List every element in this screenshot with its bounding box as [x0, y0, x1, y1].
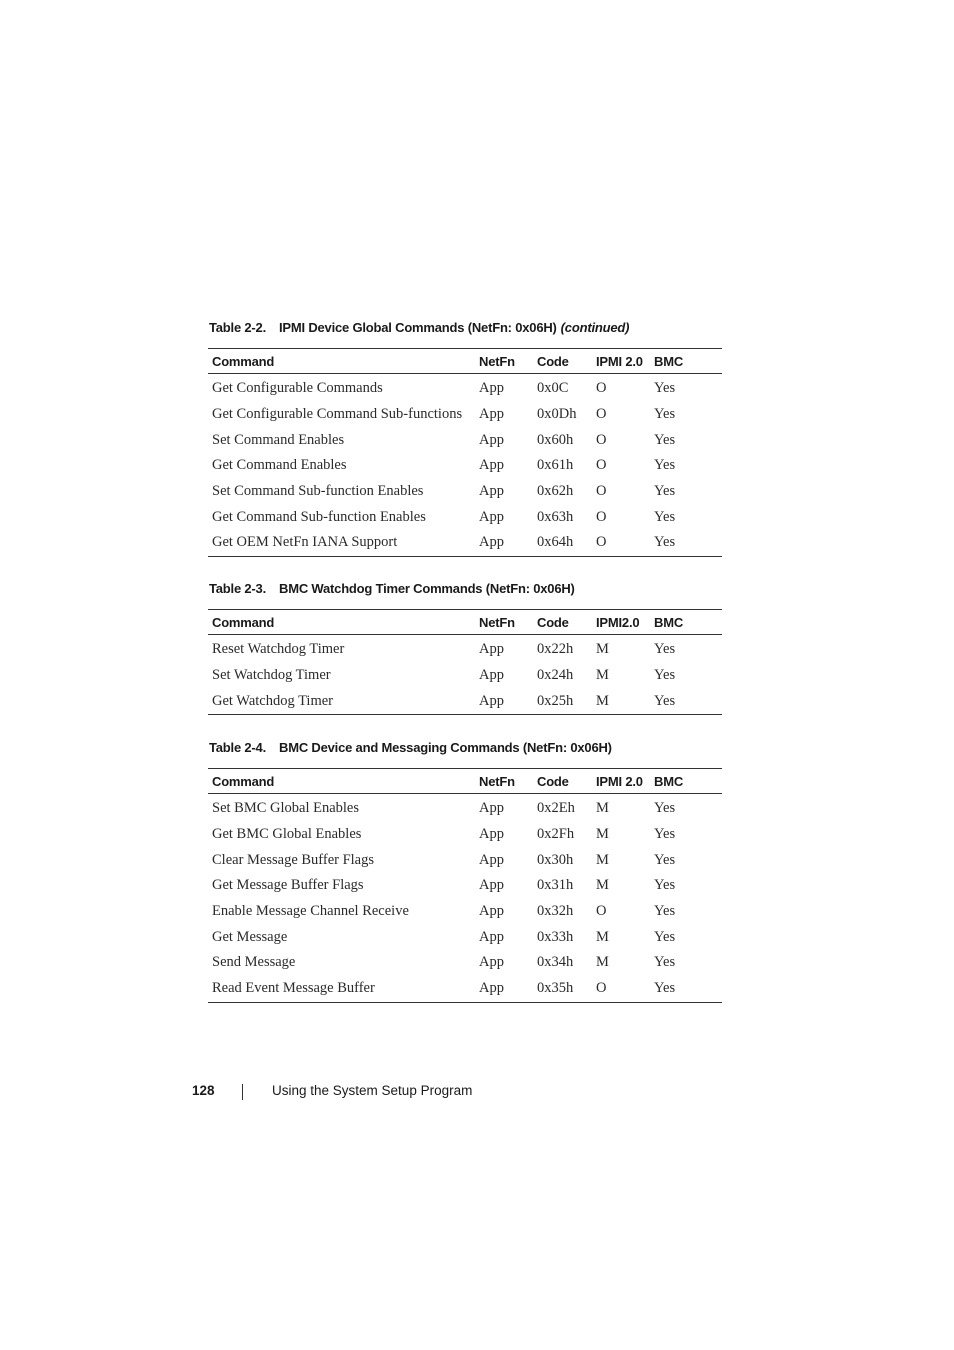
cell-bmc: Yes: [654, 954, 676, 971]
column-header-bmc: BMC: [654, 614, 684, 630]
cell-netfn: App: [479, 406, 504, 423]
cell-bmc: Yes: [654, 508, 676, 525]
cell-ipmi: O: [596, 903, 607, 920]
cell-netfn: App: [479, 483, 504, 500]
cell-netfn: App: [479, 903, 504, 920]
column-header-ipmi: IPMI 2.0: [596, 773, 643, 789]
table-number: Table 2-2.: [209, 320, 267, 335]
cell-ipmi: M: [596, 800, 609, 817]
cell-code: 0x35h: [537, 980, 574, 997]
cell-command: Get Configurable Command Sub-functions: [212, 406, 463, 423]
table-row: [208, 530, 722, 556]
column-header-bmc: BMC: [654, 773, 684, 789]
cell-bmc: Yes: [654, 877, 676, 894]
footer-title: Using the System Setup Program: [272, 1083, 473, 1098]
cell-command: Get Message Buffer Flags: [212, 877, 364, 894]
cell-netfn: App: [479, 851, 504, 868]
cell-ipmi: O: [596, 508, 607, 525]
cell-command: Reset Watchdog Timer: [212, 641, 345, 658]
cell-code: 0x60h: [537, 431, 574, 448]
cell-bmc: Yes: [654, 641, 676, 658]
cell-ipmi: O: [596, 534, 607, 551]
cell-netfn: App: [479, 800, 504, 817]
cell-code: 0x32h: [537, 903, 574, 920]
cell-ipmi: M: [596, 826, 609, 843]
cell-netfn: App: [479, 641, 504, 658]
column-header-netfn: NetFn: [479, 773, 515, 789]
table-row: [208, 663, 722, 689]
cell-code: 0x2Fh: [537, 826, 575, 843]
cell-bmc: Yes: [654, 457, 676, 474]
cell-code: 0x31h: [537, 877, 574, 894]
cell-netfn: App: [479, 380, 504, 397]
table-row: [208, 374, 722, 402]
table-number: Table 2-4.: [209, 740, 267, 755]
table-continued-note: (continued): [560, 320, 630, 335]
cell-netfn: App: [479, 877, 504, 894]
cell-netfn: App: [479, 508, 504, 525]
cell-bmc: Yes: [654, 406, 676, 423]
cell-ipmi: O: [596, 457, 607, 474]
cell-code: 0x2Eh: [537, 800, 575, 817]
cell-ipmi: O: [596, 483, 607, 500]
table-title: IPMI Device Global Commands (NetFn: 0x06H): [279, 320, 557, 335]
cell-command: Get Configurable Commands: [212, 380, 383, 397]
cell-netfn: App: [479, 534, 504, 551]
cell-bmc: Yes: [654, 826, 676, 843]
cell-ipmi: M: [596, 641, 609, 658]
cell-code: 0x30h: [537, 851, 574, 868]
cell-netfn: App: [479, 954, 504, 971]
cell-ipmi: M: [596, 877, 609, 894]
table-row: [208, 479, 722, 505]
cell-netfn: App: [479, 667, 504, 684]
table-number: Table 2-3.: [209, 581, 267, 596]
cell-bmc: Yes: [654, 692, 676, 709]
cell-code: 0x0Dh: [537, 406, 577, 423]
cell-command: Read Event Message Buffer: [212, 980, 375, 997]
cell-netfn: App: [479, 431, 504, 448]
column-header-code: Code: [537, 773, 569, 789]
cell-command: Set Command Enables: [212, 431, 345, 448]
cell-command: Send Message: [212, 954, 296, 971]
cell-code: 0x61h: [537, 457, 574, 474]
footer-divider: [242, 1084, 243, 1100]
table-row: [208, 924, 722, 950]
table-row: [208, 822, 722, 848]
table-caption: [209, 740, 612, 755]
table-header-row: [208, 610, 722, 635]
table-row: [208, 950, 722, 976]
table-title: BMC Watchdog Timer Commands (NetFn: 0x06H): [279, 581, 575, 596]
cell-ipmi: M: [596, 692, 609, 709]
page-number: 128: [192, 1083, 215, 1098]
cell-command: Set BMC Global Enables: [212, 800, 360, 817]
table-caption: [209, 581, 575, 596]
table-header-row: [208, 349, 722, 374]
table-row: [208, 847, 722, 873]
cell-command: Get BMC Global Enables: [212, 826, 362, 843]
cell-ipmi: O: [596, 980, 607, 997]
cell-code: 0x24h: [537, 667, 574, 684]
cell-ipmi: M: [596, 928, 609, 945]
cell-ipmi: O: [596, 406, 607, 423]
cell-command: Enable Message Channel Receive: [212, 903, 409, 920]
cell-bmc: Yes: [654, 851, 676, 868]
cell-command: Get Command Enables: [212, 457, 347, 474]
cell-command: Get Watchdog Timer: [212, 692, 334, 709]
cell-bmc: Yes: [654, 800, 676, 817]
cell-ipmi: O: [596, 380, 607, 397]
column-header-netfn: NetFn: [479, 353, 515, 369]
cell-ipmi: M: [596, 851, 609, 868]
column-header-code: Code: [537, 353, 569, 369]
cell-code: 0x34h: [537, 954, 574, 971]
cell-bmc: Yes: [654, 928, 676, 945]
cell-code: 0x62h: [537, 483, 574, 500]
column-header-code: Code: [537, 614, 569, 630]
cell-bmc: Yes: [654, 431, 676, 448]
cell-ipmi: O: [596, 431, 607, 448]
table-row: [208, 504, 722, 530]
cell-command: Set Watchdog Timer: [212, 667, 331, 684]
cell-bmc: Yes: [654, 534, 676, 551]
data-table: [208, 609, 722, 715]
cell-netfn: App: [479, 692, 504, 709]
table-row: [208, 688, 722, 714]
column-header-netfn: NetFn: [479, 614, 515, 630]
cell-bmc: Yes: [654, 483, 676, 500]
table-row: [208, 873, 722, 899]
cell-code: 0x22h: [537, 641, 574, 658]
table-row: [208, 453, 722, 479]
cell-bmc: Yes: [654, 980, 676, 997]
data-table: [208, 768, 722, 1003]
cell-code: 0x64h: [537, 534, 574, 551]
table-row: [208, 899, 722, 925]
data-table: [208, 348, 722, 557]
cell-bmc: Yes: [654, 903, 676, 920]
column-header-ipmi: IPMI 2.0: [596, 353, 643, 369]
table-title: BMC Device and Messaging Commands (NetFn: 0x06H): [279, 740, 612, 755]
column-header-ipmi: IPMI2.0: [596, 614, 640, 630]
cell-code: 0x33h: [537, 928, 574, 945]
cell-command: Clear Message Buffer Flags: [212, 851, 375, 868]
cell-bmc: Yes: [654, 667, 676, 684]
cell-command: Get OEM NetFn IANA Support: [212, 534, 398, 551]
cell-command: Get Command Sub-function Enables: [212, 508, 426, 525]
table-row: [208, 794, 722, 822]
cell-code: 0x0C: [537, 380, 569, 397]
table-row: [208, 427, 722, 453]
cell-ipmi: M: [596, 954, 609, 971]
cell-netfn: App: [479, 457, 504, 474]
cell-code: 0x25h: [537, 692, 574, 709]
cell-netfn: App: [479, 980, 504, 997]
table-row: [208, 402, 722, 428]
cell-netfn: App: [479, 826, 504, 843]
cell-netfn: App: [479, 928, 504, 945]
table-caption: [209, 320, 629, 335]
table-row: [208, 635, 722, 663]
table-header-row: [208, 769, 722, 794]
column-header-command: Command: [212, 353, 275, 369]
cell-code: 0x63h: [537, 508, 574, 525]
cell-command: Get Message: [212, 928, 288, 945]
cell-ipmi: M: [596, 667, 609, 684]
column-header-bmc: BMC: [654, 353, 684, 369]
column-header-command: Command: [212, 773, 275, 789]
table-row: [208, 976, 722, 1002]
cell-command: Set Command Sub-function Enables: [212, 483, 424, 500]
column-header-command: Command: [212, 614, 275, 630]
cell-bmc: Yes: [654, 380, 676, 397]
